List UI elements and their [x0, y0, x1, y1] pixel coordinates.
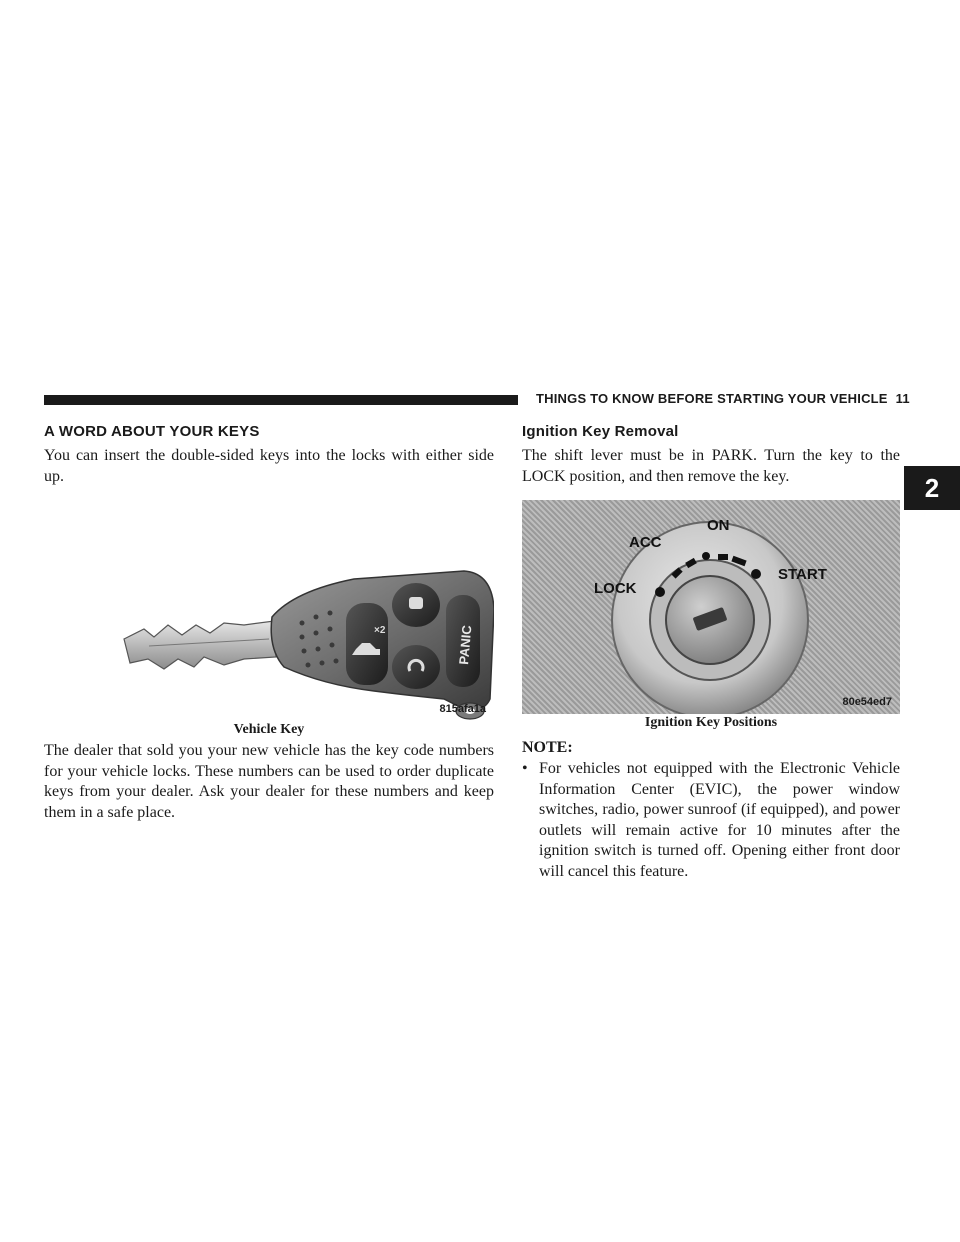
- figure-caption: Ignition Key Positions: [644, 715, 778, 730]
- figure-caption: Vehicle Key: [233, 722, 305, 737]
- key-fob-icon: [44, 499, 494, 721]
- figure-code: 815afa1a: [439, 703, 486, 715]
- svg-text:×2: ×2: [374, 625, 386, 636]
- note-bullet: [522, 759, 900, 882]
- keys-intro: You can insert the double-sided keys into the locks with either side up.: [44, 447, 494, 485]
- page-number: 11: [895, 391, 910, 406]
- ignition-illustration: [522, 500, 900, 714]
- svg-text:PANIC: PANIC: [456, 624, 475, 666]
- right-column: [522, 423, 900, 882]
- keys-body: The dealer that sold you your new vehicle has the key code numbers for your vehicle locks. These numbers can be used to order duplicate keys from your dealer. Ask your dealer for these numbers and keep them in a safe place.: [44, 742, 494, 821]
- on-label: ON: [707, 517, 730, 534]
- removal-heading: Ignition Key Removal: [522, 423, 679, 440]
- vehicle-key-figure: [44, 499, 494, 735]
- section-title: THINGS TO KNOW BEFORE STARTING YOUR VEHICLE: [536, 391, 888, 406]
- ignition-figure: [522, 500, 900, 731]
- keys-heading: A WORD ABOUT YOUR KEYS: [44, 423, 260, 440]
- left-column: [44, 423, 494, 823]
- removal-intro: The shift lever must be in PARK. Turn the key to the LOCK position, and then remove the key.: [522, 447, 900, 485]
- bullet-marker: •: [522, 760, 528, 777]
- vehicle-key-illustration: [44, 499, 494, 721]
- header-rule: [44, 395, 518, 405]
- running-header: [536, 391, 910, 406]
- note-text: For vehicles not equipped with the Electronic Vehicle Information Center (EVIC), the power window switches, radio, power sunroof (if equipped), and power outlets will remain active for 10 minutes after the ignition switch is turned off. Opening either front door will cancel this feature.: [539, 760, 900, 880]
- lock-label: LOCK: [594, 580, 637, 597]
- figure-code: 80e54ed7: [842, 696, 892, 708]
- acc-label: ACC: [629, 534, 662, 551]
- chapter-tab: 2: [904, 466, 960, 510]
- note-label: NOTE:: [522, 739, 573, 756]
- start-label: START: [778, 566, 827, 583]
